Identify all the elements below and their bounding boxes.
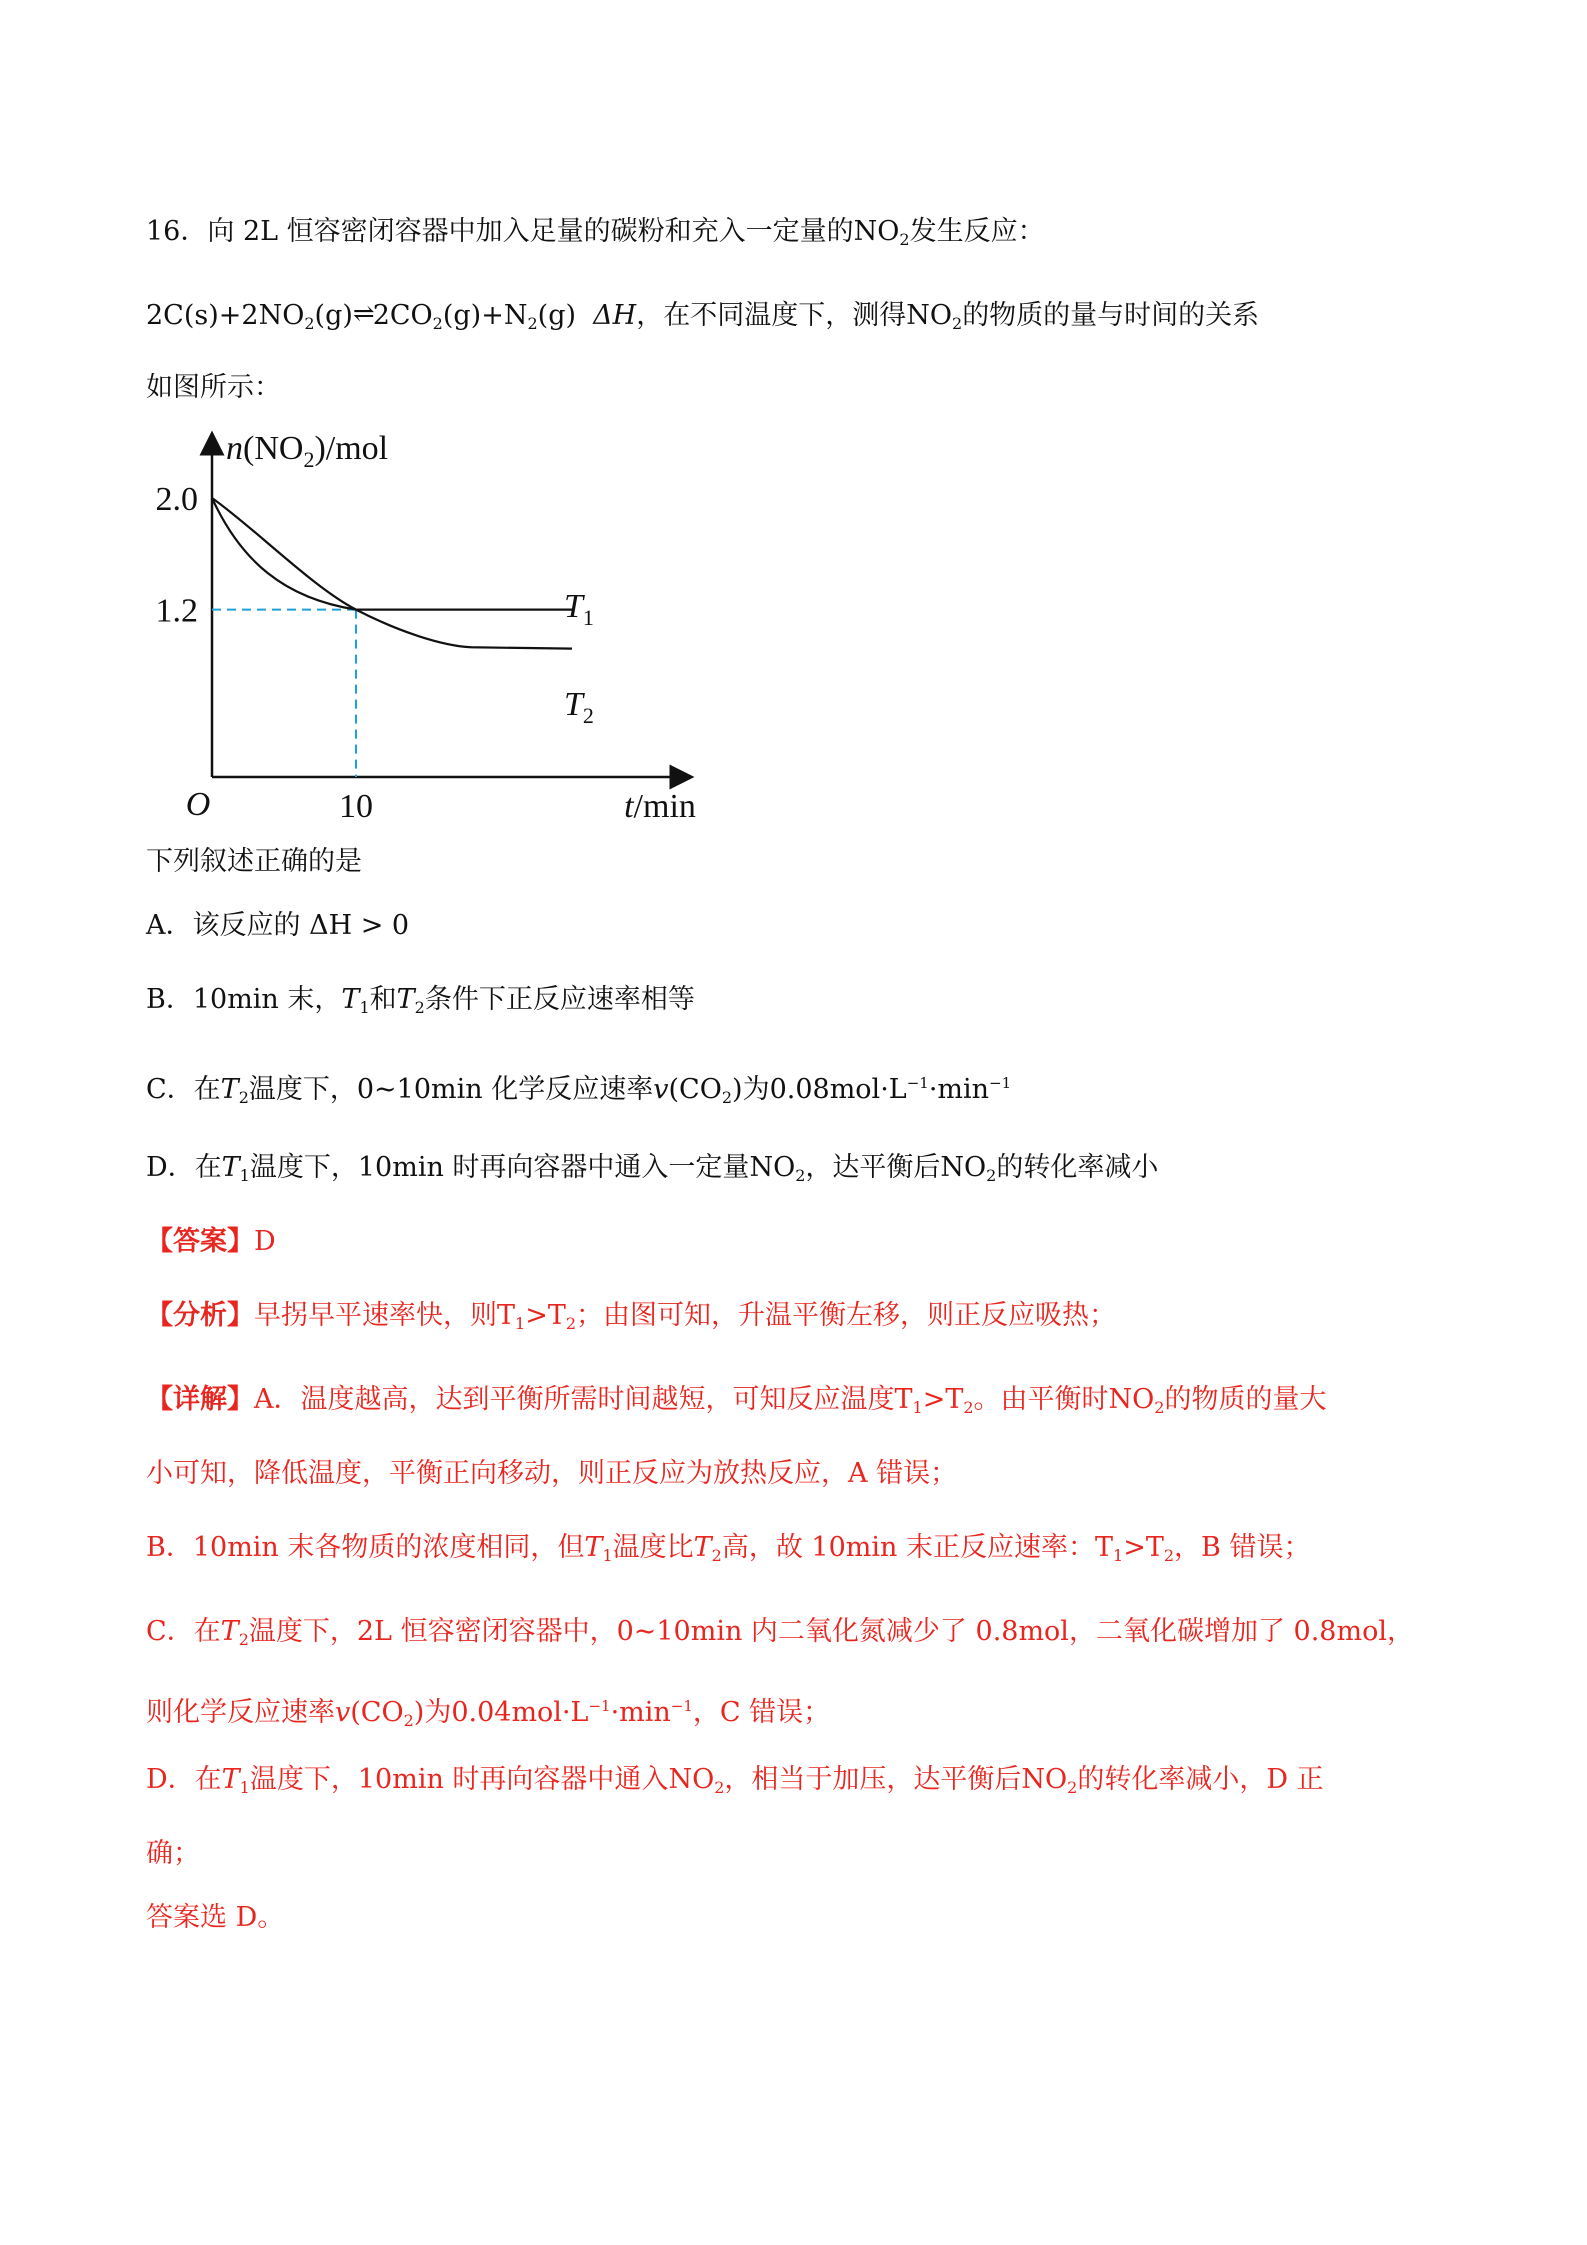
option-a: A．该反应的 ΔH > 0 (146, 910, 410, 941)
option-c: C．在$T_2$温度下，0~10min 化学反应速率$v(CO_2)$为$0.08mol\cdot L^{-1}\cdot\min^{-1}$ (146, 1074, 1012, 1107)
series-t1-line (212, 498, 572, 610)
option-b: B．10min 末，$T_1$和$T_2$条件下正反应速率相等 (146, 984, 695, 1017)
y-tick-label: 1.2 (155, 592, 198, 630)
final-answer-line: 答案选 D。 (146, 1902, 285, 1933)
no2-formula: $NO_2$ (853, 216, 910, 249)
analysis-line: 【分析】早拐早平速率快，则$T_1>T_2$；由图可知，升温平衡左移，则正反应吸热； (146, 1300, 1117, 1333)
origin-label: O (185, 786, 211, 823)
no2-amount-time-graph (140, 425, 700, 825)
answer-value: D (254, 1226, 276, 1257)
option-d: D．在$T_1$温度下，10min 时再向容器中通入一定量$NO_2$，达平衡后$NO_2$的转化率减小 (146, 1152, 1159, 1185)
delta-h-expression: ΔH > 0 (309, 910, 410, 941)
question-number: 16． (146, 216, 208, 247)
detail-label: 【详解】 (146, 1384, 254, 1415)
detail-c-line-2: 则化学反应速率$v(CO_2)$为$0.04mol\cdot L^{-1}\cdot\min^{-1}$，C 错误； (146, 1697, 831, 1730)
reaction-equation: $2C(s)+2NO_2(g)\rightleftharpoons 2CO_2(g)+N_2(g)$ ΔH (146, 300, 636, 331)
x-axis-label: t/min (624, 788, 696, 825)
detail-a-line-2: 小可知，降低温度，平衡正向移动，则正反应为放热反应，A 错误； (146, 1458, 958, 1489)
y-tick-label: 2.0 (155, 481, 198, 518)
detail-d-line-2: 确； (146, 1838, 200, 1869)
question-stem-line-1: 16．向 2L 恒容密闭容器中加入足量的碳粉和充入一定量的$NO_2$发生反应： (146, 216, 1045, 249)
equilibrium-arrow-icon: ⇌ (352, 299, 373, 329)
detail-c-line-1: C．在$T_2$温度下，2L 恒容密闭容器中，0~10min 内二氧化氮减少了 0.8mol，二氧化碳增加了 0.8mol， (146, 1616, 1414, 1649)
answer-label: 【答案】 (146, 1226, 254, 1257)
reaction-equation-line: $2C(s)+2NO_2(g)\rightleftharpoons 2CO_2(g)+N_2(g)$ ΔH，在不同温度下，测得$NO_2$的物质的量与时间的关系 (146, 296, 1397, 344)
series-t2-label: $T_2$ (564, 686, 594, 728)
x-tick-label: 10 (339, 788, 373, 825)
series-t1-label: $T_1$ (564, 588, 594, 630)
no2-formula: $NO_2$ (906, 300, 963, 333)
analysis-label: 【分析】 (146, 1300, 254, 1331)
detail-a-line-1: 【详解】A．温度越高，达到平衡所需时间越短，可知反应温度$T_1>T_2$。由平衡时$NO_2$的物质的量大 (146, 1384, 1327, 1417)
question-stem-line-3: 如图所示： (146, 372, 281, 403)
detail-b-line: B．10min 末各物质的浓度相同，但$T_1$温度比$T_2$高，故 10min 末正反应速率：$T_1>T_2$，B 错误； (146, 1532, 1311, 1565)
series-t2-line (212, 498, 572, 649)
detail-d-line-1: D．在$T_1$温度下，10min 时再向容器中通入$NO_2$，相当于加压，达平衡后$NO_2$的转化率减小，D 正 (146, 1764, 1324, 1797)
answer-line (146, 1222, 1397, 1262)
y-axis-label: $n(NO_2)$/mol (226, 430, 389, 472)
question-prompt: 下列叙述正确的是 (146, 846, 362, 877)
